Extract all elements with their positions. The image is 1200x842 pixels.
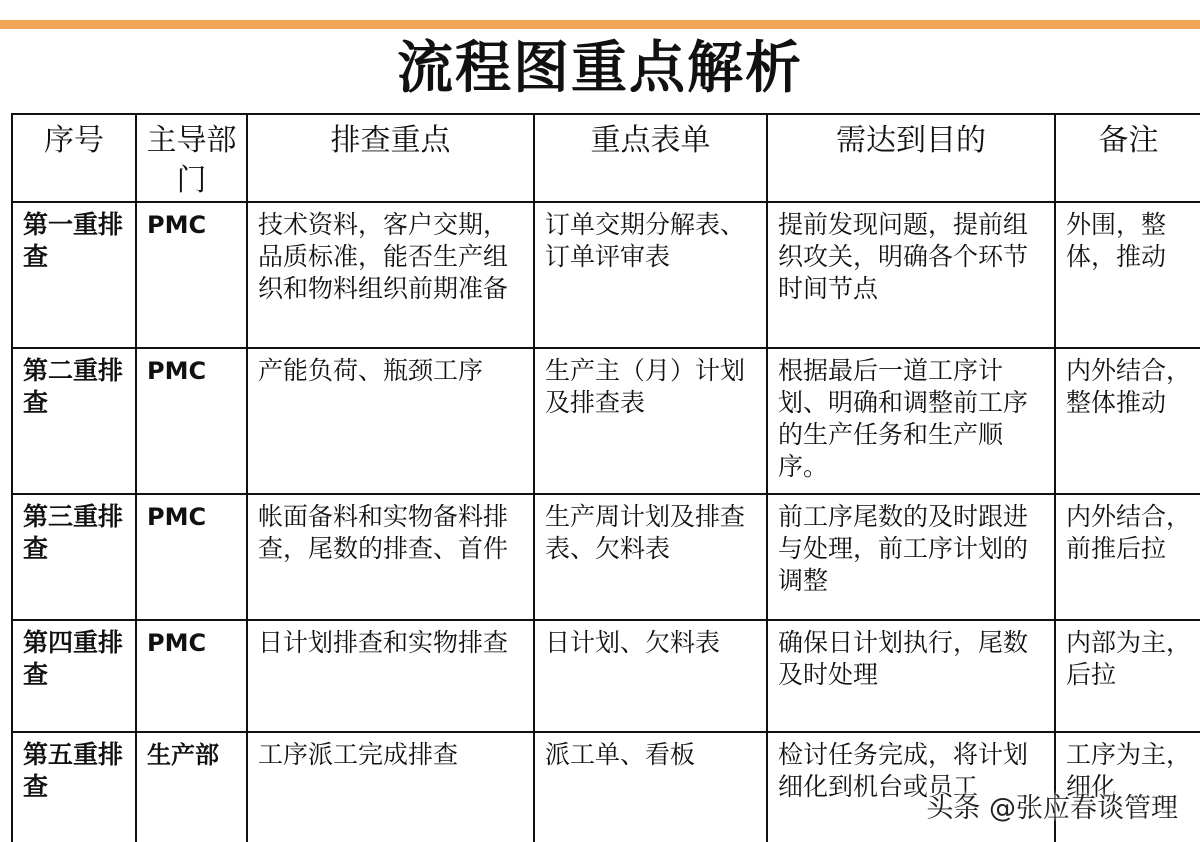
header-forms: 重点表单 — [534, 114, 767, 202]
cell-goal: 检讨任务完成，将计划细化到机台或员工 — [767, 732, 1055, 842]
cell-note: 内外结合，整体推动 — [1055, 348, 1200, 494]
header-dept: 主导部门 — [136, 114, 247, 202]
cell-dept: PMC — [136, 620, 247, 732]
cell-goal: 根据最后一道工序计划、明确和调整前工序的生产任务和生产顺序。 — [767, 348, 1055, 494]
cell-seq: 第四重排查 — [12, 620, 136, 732]
cell-focus: 工序派工完成排查 — [247, 732, 534, 842]
watermark: 头条 @张应春谈管理 — [926, 793, 1178, 824]
cell-note: 外围，整体，推动 — [1055, 202, 1200, 348]
cell-note: 内外结合，前推后拉 — [1055, 494, 1200, 620]
cell-dept: PMC — [136, 494, 247, 620]
cell-dept: PMC — [136, 348, 247, 494]
cell-focus: 日计划排查和实物排查 — [247, 620, 534, 732]
process-table — [11, 113, 1200, 842]
cell-dept: 生产部 — [136, 732, 247, 842]
table-row — [12, 494, 1200, 620]
page-title: 流程图重点解析 — [397, 36, 803, 101]
cell-seq: 第三重排查 — [12, 494, 136, 620]
cell-seq: 第一重排查 — [12, 202, 136, 348]
cell-goal: 前工序尾数的及时跟进与处理，前工序计划的调整 — [767, 494, 1055, 620]
top-accent-bar — [0, 20, 1200, 29]
cell-forms: 生产主（月）计划及排查表 — [534, 348, 767, 494]
cell-seq: 第五重排查 — [12, 732, 136, 842]
table-header-row — [12, 114, 1200, 202]
cell-forms: 订单交期分解表、订单评审表 — [534, 202, 767, 348]
cell-note: 内部为主，后拉 — [1055, 620, 1200, 732]
header-goal: 需达到目的 — [767, 114, 1055, 202]
cell-note: 工序为主，细化 — [1055, 732, 1200, 842]
header-seq: 序号 — [12, 114, 136, 202]
cell-focus: 技术资料，客户交期，品质标准，能否生产组织和物料组织前期准备 — [247, 202, 534, 348]
cell-focus: 产能负荷、瓶颈工序 — [247, 348, 534, 494]
cell-forms: 生产周计划及排查表、欠料表 — [534, 494, 767, 620]
cell-seq: 第二重排查 — [12, 348, 136, 494]
table-row — [12, 202, 1200, 348]
cell-focus: 帐面备料和实物备料排查，尾数的排查、首件 — [247, 494, 534, 620]
cell-forms: 日计划、欠料表 — [534, 620, 767, 732]
cell-forms: 派工单、看板 — [534, 732, 767, 842]
cell-goal: 确保日计划执行，尾数及时处理 — [767, 620, 1055, 732]
cell-dept: PMC — [136, 202, 247, 348]
table-row — [12, 348, 1200, 494]
cell-goal: 提前发现问题，提前组织攻关，明确各个环节时间节点 — [767, 202, 1055, 348]
header-note: 备注 — [1055, 114, 1200, 202]
table-row — [12, 620, 1200, 732]
header-focus: 排查重点 — [247, 114, 534, 202]
